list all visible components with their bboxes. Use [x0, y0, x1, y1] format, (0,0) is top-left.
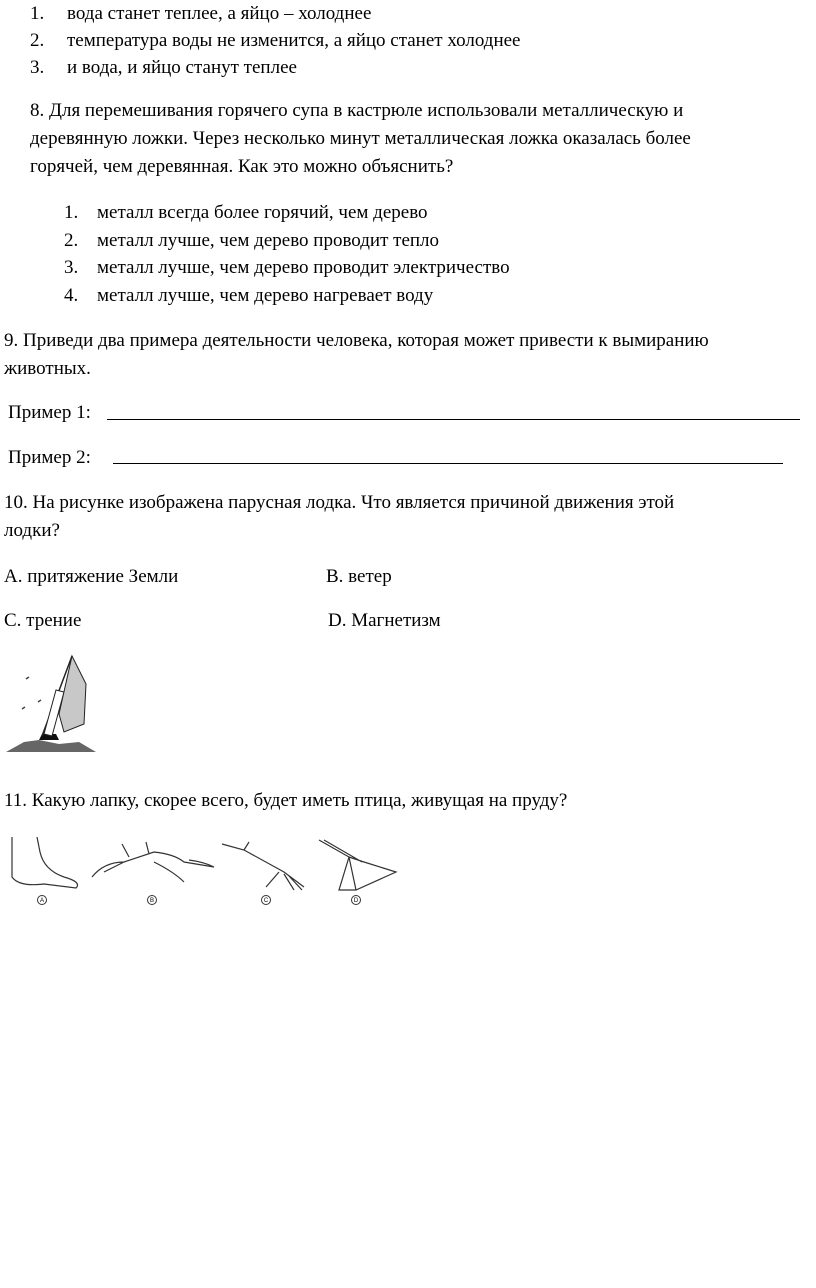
q8-option-3-number: 3.	[64, 257, 79, 278]
sailboat-image	[4, 654, 98, 754]
q8-option-1: металл всегда более горячий, чем дерево	[97, 202, 428, 223]
q10-option-b: В. ветер	[326, 566, 392, 587]
q8-option-1-number: 1.	[64, 202, 79, 223]
q7-option-1-number: 1.	[30, 3, 45, 24]
q9-line-2: животных.	[4, 358, 91, 379]
q8-option-2-number: 2.	[64, 230, 79, 251]
example-2-label: Пример 2:	[8, 447, 91, 468]
label-c: C	[263, 898, 269, 904]
foot-d-icon	[319, 840, 396, 890]
q10-option-d: D. Магнетизм	[328, 610, 441, 631]
q7-option-1: вода станет теплее, а яйцо – холоднее	[67, 3, 372, 24]
label-b: B	[149, 898, 155, 904]
example-2-answer-line[interactable]	[113, 463, 783, 464]
label-d: D	[353, 898, 359, 904]
foot-c-icon	[222, 842, 304, 890]
q11-text: 11. Какую лапку, скорее всего, будет иметь птица, живущая на пруду?	[4, 790, 568, 811]
q8-line-1: 8. Для перемешивания горячего супа в кастрюле использовали металлическую и	[30, 100, 684, 121]
q7-option-3-number: 3.	[30, 57, 45, 78]
q8-option-4: металл лучше, чем дерево нагревает воду	[97, 285, 434, 306]
q9-line-1: 9. Приведи два примера деятельности человека, которая может привести к вымиранию	[4, 330, 709, 351]
foot-a-icon	[12, 837, 78, 888]
q8-option-3: металл лучше, чем дерево проводит электричество	[97, 257, 510, 278]
q7-option-2-number: 2.	[30, 30, 45, 51]
q8-option-4-number: 4.	[64, 285, 79, 306]
bird-feet-images	[4, 832, 399, 908]
q10-line-2: лодки?	[4, 520, 60, 541]
q10-option-a: А. притяжение Земли	[4, 566, 179, 587]
q8-line-3: горячей, чем деревянная. Как это можно объяснить?	[30, 156, 454, 177]
example-1-answer-line[interactable]	[107, 419, 800, 420]
q8-option-2: металл лучше, чем дерево проводит тепло	[97, 230, 440, 251]
example-1-label: Пример 1:	[8, 402, 91, 423]
q10-option-c: С. трение	[4, 610, 82, 631]
q10-line-1: 10. На рисунке изображена парусная лодка. Что является причиной движения этой	[4, 492, 675, 513]
q8-line-2: деревянную ложки. Через несколько минут металлическая ложка оказалась более	[30, 128, 691, 149]
q7-option-2: температура воды не изменится, а яйцо станет холоднее	[67, 30, 521, 51]
q7-option-3: и вода, и яйцо станут теплее	[67, 57, 297, 78]
foot-b-icon	[92, 842, 214, 882]
label-a: A	[39, 898, 45, 904]
